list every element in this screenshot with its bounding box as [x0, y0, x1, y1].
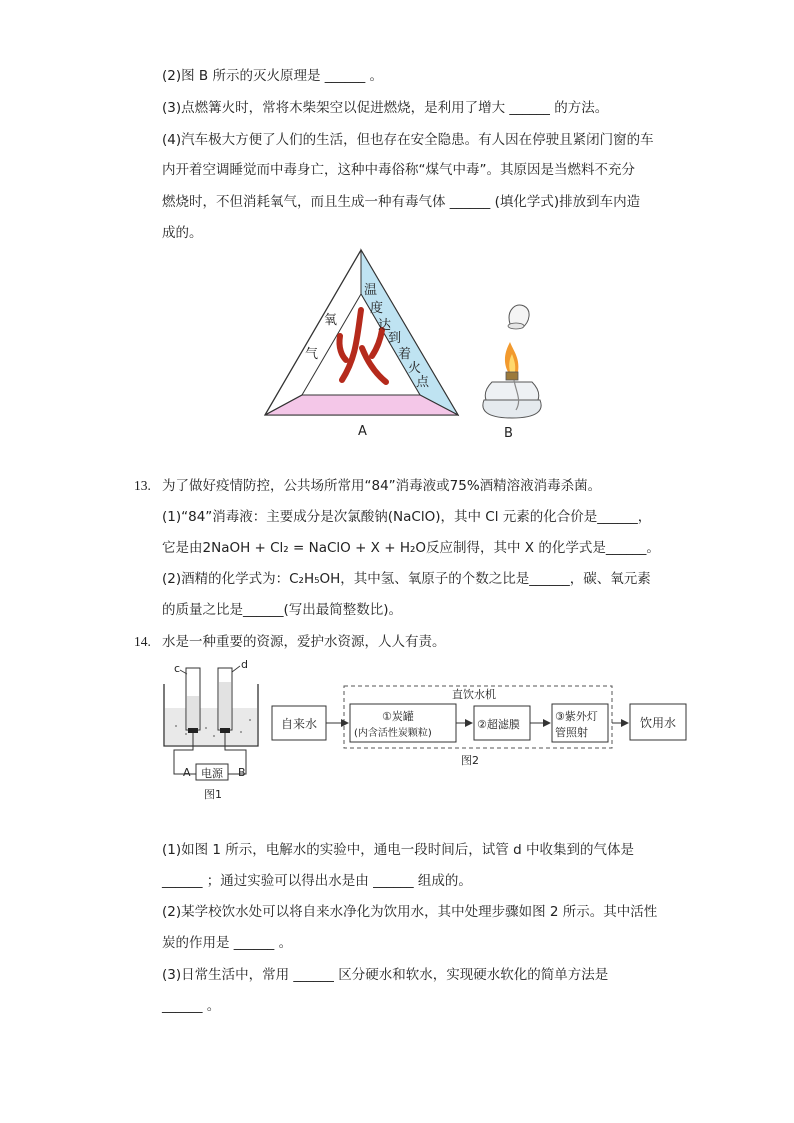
temp-char-2: 度 [370, 301, 384, 316]
figure-2-caption: 图2 [461, 754, 479, 767]
q12-line-2: (2)图 B 所示的灭火原理是 ______ 。 [162, 68, 384, 84]
electrode-b-label: B [238, 766, 246, 779]
temp-char-1: 温 [364, 283, 378, 298]
purification-flow-figure [268, 682, 692, 772]
step3-sublabel: 管照射 [555, 726, 588, 739]
tap-water-label: 自来水 [281, 717, 318, 731]
temp-char-4: 到 [388, 331, 402, 346]
power-source-label: 电源 [201, 767, 223, 780]
oxygen-char-1: 氧 [324, 313, 338, 328]
q14-number: 14. [134, 634, 151, 649]
q12-line-4a: (4)汽车极大方便了人们的生活，但也存在安全隐患。有人因在停驶且紧闭门窗的车 [162, 132, 654, 148]
electrolysis-figure [156, 656, 266, 804]
q14-part1-b: ______ ；通过实验可以得出水是由 ______ 组成的。 [162, 873, 472, 889]
temp-char-6: 火 [408, 361, 422, 376]
q13-number: 13. [134, 478, 151, 493]
q13-part2-a: (2)酒精的化学式为：C₂H₅OH，其中氢、氧原子的个数之比是______，碳、氧元素 [162, 571, 651, 587]
q12-line-4b: 内开着空调睡觉而中毒身亡，这种中毒俗称“煤气中毒”。其原因是当燃料不充分 [162, 162, 635, 178]
electrode-a-label: A [183, 766, 191, 779]
oxygen-char-2: 气 [305, 347, 319, 362]
q14-part2-b: 炭的作用是 ______ 。 [162, 935, 293, 951]
figure-1-caption: 图1 [204, 788, 222, 801]
q12-line-4d: 成的。 [162, 225, 203, 241]
q14-part3-b: ______ 。 [162, 998, 221, 1014]
water-dispenser-title: 直饮水机 [452, 688, 496, 701]
step1-label: ①炭罐 [382, 710, 414, 723]
alcohol-lamp-figure [474, 300, 554, 443]
flame-icon [505, 342, 518, 372]
q13-part1-a: (1)“84”消毒液：主要成分是次氯酸钠(NaClO)，其中 Cl 元素的化合价是______， [162, 509, 652, 525]
step3-label: ③紫外灯 [555, 710, 598, 723]
temp-char-3: 达 [378, 318, 392, 333]
lamp-body-icon [483, 380, 541, 418]
tube-c-label: c [174, 662, 181, 675]
figure-b-label: B [504, 426, 513, 441]
q14-part2-a: (2)某学校饮水处可以将自来水净化为饮用水，其中处理步骤如图 2 所示。其中活性 [162, 904, 658, 920]
temp-char-5: 着 [398, 347, 412, 362]
q13-intro: 为了做好疫情防控，公共场所常用“84”消毒液或75%酒精溶液消毒杀菌。 [162, 478, 602, 494]
q13-part1-b: 它是由2NaOH + Cl₂ = NaClO + X + H₂O反应制得，其中 X 的化学式是______。 [162, 540, 660, 556]
step1-sublabel: (内含活性炭颗粒) [354, 728, 432, 739]
q12-line-3: (3)点燃篝火时，常将木柴架空以促进燃烧，是利用了增大 ______ 的方法。 [162, 100, 609, 116]
temp-char-7: 点 [416, 375, 430, 390]
q12-line-4c: 燃烧时，不但消耗氧气，而且生成一种有毒气体 ______ (填化学式)排放到车内造 [162, 194, 641, 210]
q14-part3-a: (3)日常生活中，常用 ______ 区分硬水和软水，实现硬水软化的简单方法是 [162, 967, 609, 983]
figure-a-label: A [358, 424, 367, 439]
drinking-water-label: 饮用水 [640, 716, 677, 730]
tube-d-label: d [241, 658, 248, 671]
q14-intro: 水是一种重要的资源，爱护水资源，人人有责。 [162, 634, 446, 650]
q14-part1-a: (1)如图 1 所示，电解水的实验中，通电一段时间后，试管 d 中收集到的气体是 [162, 842, 634, 858]
q13-part2-b: 的质量之比是______(写出最简整数比)。 [162, 602, 403, 618]
step2-label: ②超滤膜 [477, 718, 520, 731]
fire-triangle-figure [262, 248, 462, 443]
lamp-cap-icon [508, 305, 529, 329]
